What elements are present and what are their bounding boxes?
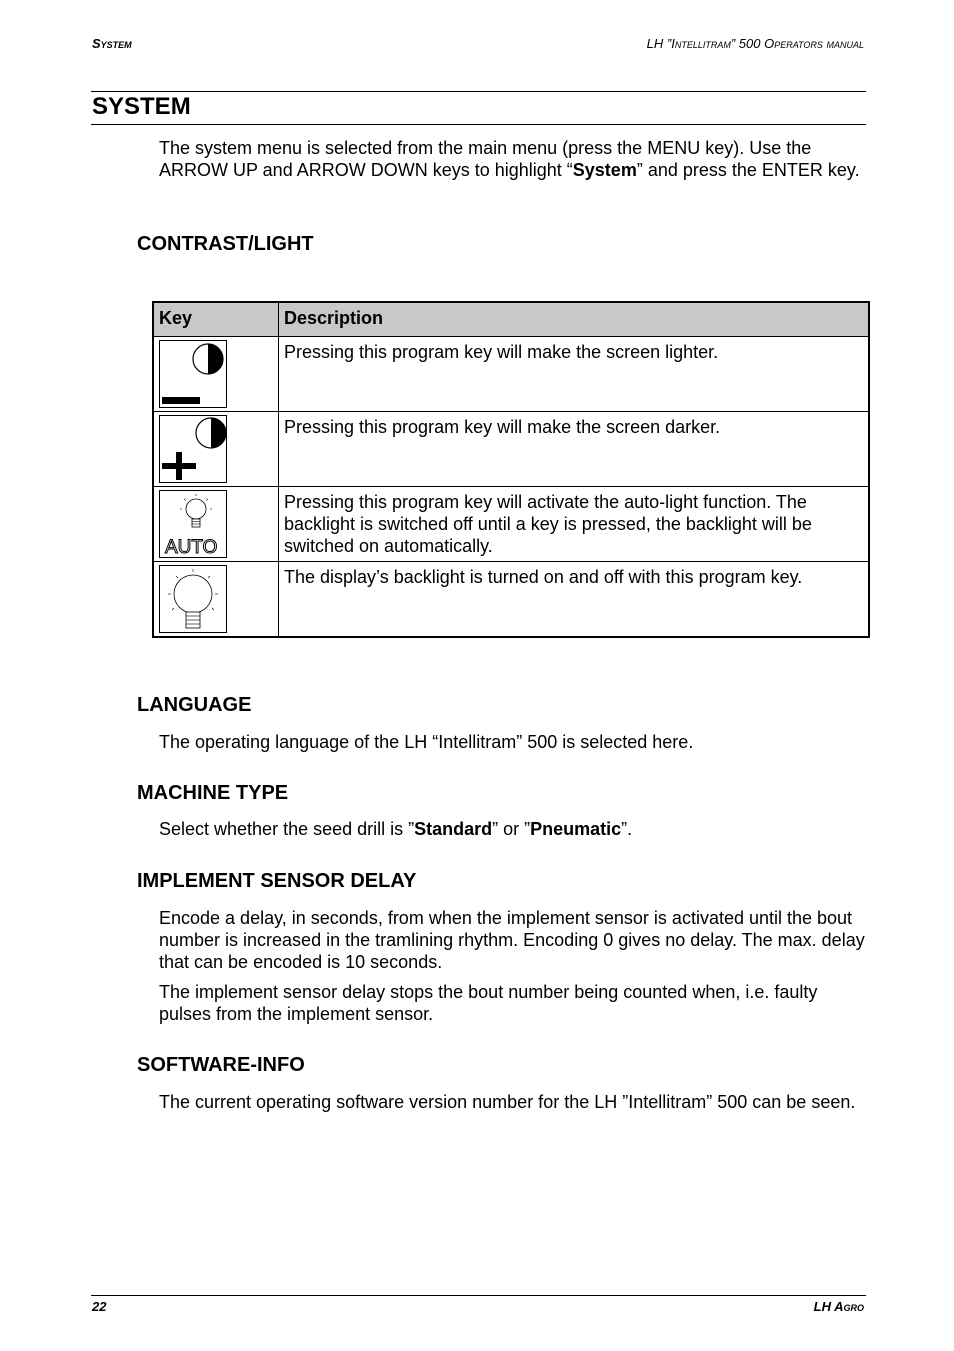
software-text: The current operating software version number for the LH ”Intellitram” 500 can be seen. <box>159 1092 856 1112</box>
implement-paragraph-2: The implement sensor delay stops the bout number being counted when, i.e. faulty pulses from the implement sensor. <box>159 982 818 1024</box>
machine-type-text <box>159 818 869 840</box>
machine-type-text-end: ”. <box>621 819 633 839</box>
col-header-key: Key <box>153 302 279 337</box>
footer-rule <box>91 1295 866 1296</box>
key-cell <box>153 337 279 412</box>
language-text: The operating language of the LH “Intellitram” 500 is selected here. <box>159 732 694 752</box>
backlight-bulb-icon <box>159 565 227 633</box>
machine-type-heading: MACHINE TYPE <box>137 782 289 804</box>
contrast-heading: CONTRAST/LIGHT <box>137 233 314 255</box>
intro-text-end: ” and press the ENTER key. <box>636 160 860 180</box>
key-cell <box>153 412 279 487</box>
key-cell <box>153 487 279 562</box>
table-row <box>153 487 869 562</box>
auto-label: AUTO <box>165 537 218 558</box>
title-rule-bottom <box>91 124 866 125</box>
title-rule-top <box>91 91 866 92</box>
intro-text-start: The system menu is selected from the main menu (press the MENU key). Use the ARROW UP and ARROW DOWN keys to highlight “ <box>159 138 812 180</box>
machine-type-pneumatic: Pneumatic <box>530 819 622 839</box>
running-header-title: LH ”Intellitram” 500 Operators manual <box>646 36 864 51</box>
page-title: SYSTEM <box>92 93 191 120</box>
key-cell <box>153 562 279 638</box>
key-table <box>152 301 870 638</box>
table-header-row <box>153 302 869 337</box>
table-row <box>153 337 869 412</box>
auto-light-icon <box>159 490 227 558</box>
col-header-description: Description <box>279 302 870 337</box>
machine-type-standard: Standard <box>414 819 493 839</box>
contrast-lighter-icon <box>159 340 227 408</box>
machine-type-text-middle: ” or ” <box>492 819 531 839</box>
description-cell: Pressing this program key will make the screen darker. <box>279 412 870 487</box>
footer-brand: LH Agro <box>813 1299 864 1314</box>
implement-heading: IMPLEMENT SENSOR DELAY <box>137 870 417 892</box>
description-cell: Pressing this program key will activate the auto-light function. The backlight is switched off until a key is pressed, the backlight will be switched on automatically. <box>279 487 870 562</box>
contrast-darker-icon <box>159 415 227 483</box>
table-row <box>153 412 869 487</box>
language-heading: LANGUAGE <box>137 694 252 716</box>
description-cell: The display’s backlight is turned on and off with this program key. <box>279 562 870 638</box>
description-cell: Pressing this program key will make the screen lighter. <box>279 337 870 412</box>
intro-paragraph <box>159 137 869 181</box>
machine-type-text-start: Select whether the seed drill is ” <box>159 819 415 839</box>
table-row <box>153 562 869 638</box>
running-header-section: System <box>92 36 132 51</box>
implement-paragraph-1: Encode a delay, in seconds, from when the implement sensor is activated until the bout number is increased in the tramlining rhythm. Encoding 0 gives no delay. The max. delay that can be encoded is 10 seconds. <box>159 908 865 972</box>
intro-bold: System <box>572 160 637 180</box>
page-number: 22 <box>92 1299 107 1314</box>
software-heading: SOFTWARE-INFO <box>137 1054 305 1076</box>
